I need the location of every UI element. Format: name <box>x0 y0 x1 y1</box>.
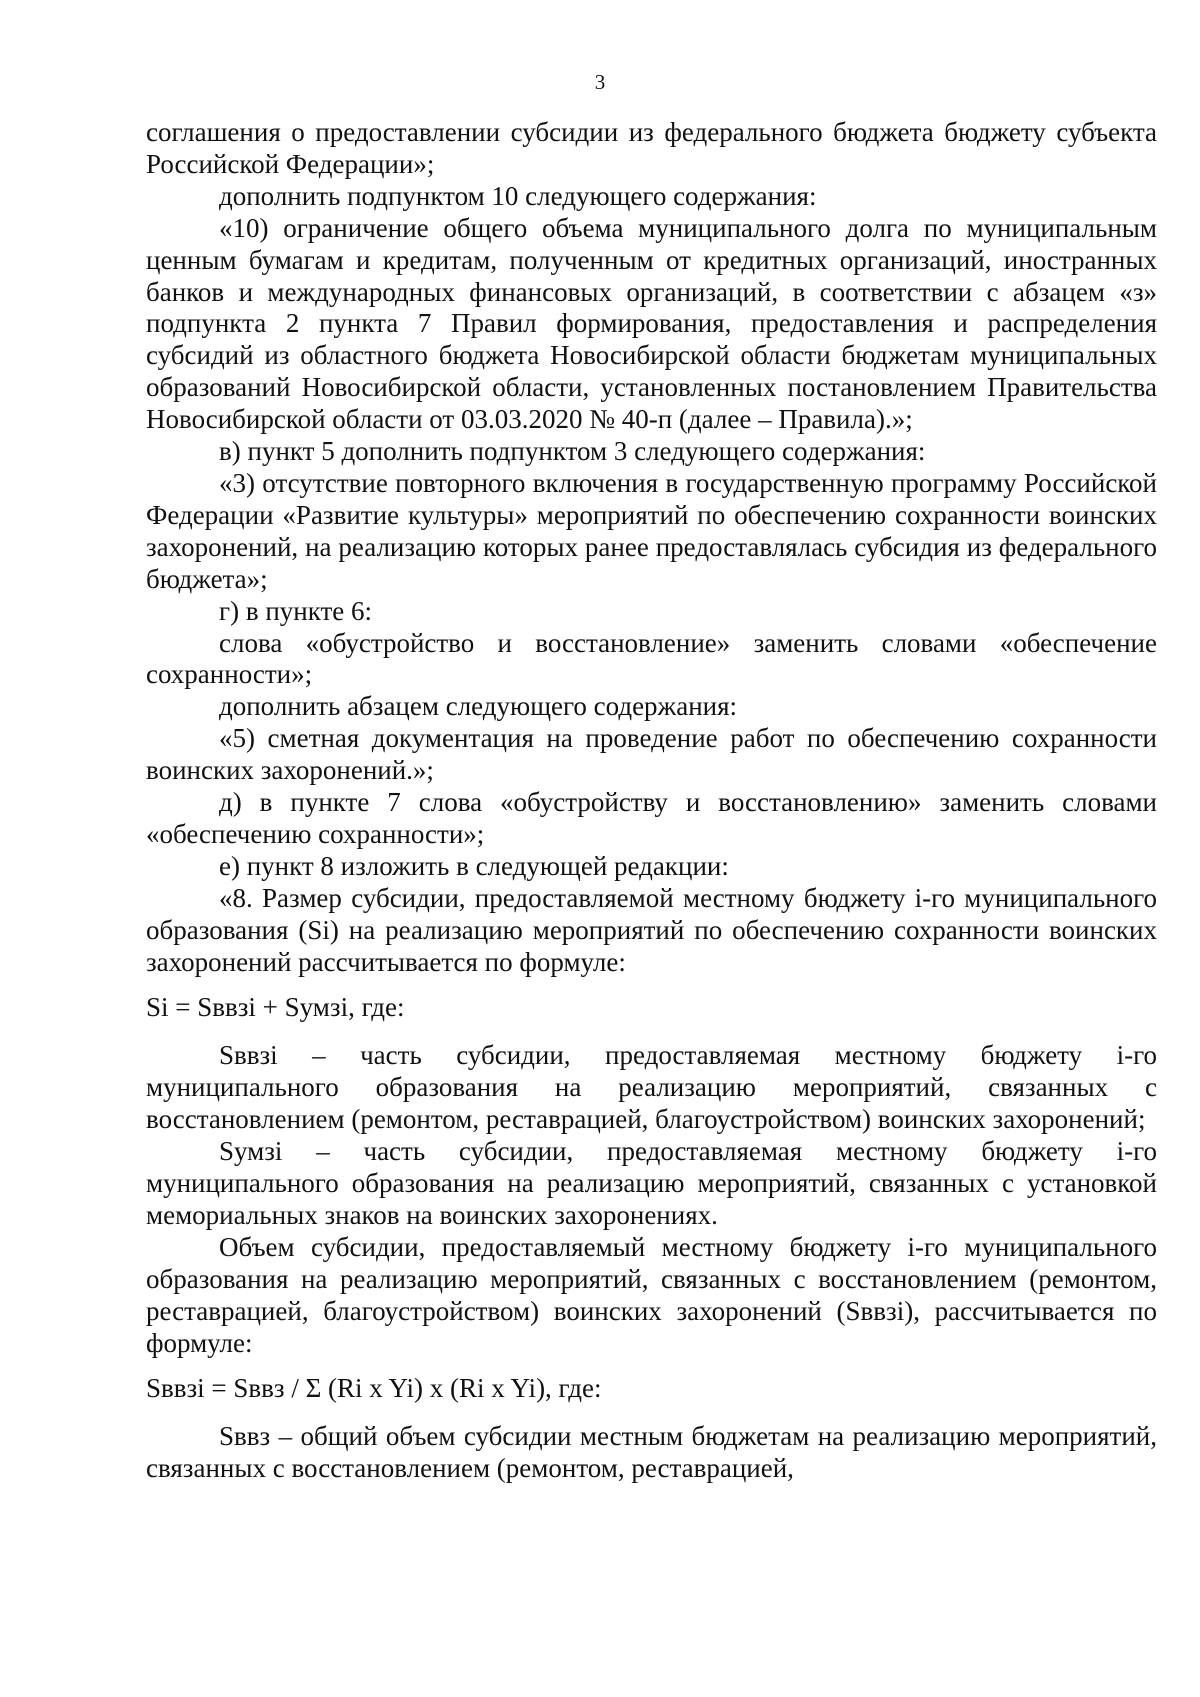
paragraph: д) в пункте 7 слова «обустройству и восстановлению» заменить словами «обеспечению сохранности»; <box>146 787 1157 849</box>
definition: Sумзi – часть субсидии, предоставляемая местному бюджету i-го муниципального образования на реализацию мероприятий, связанных с установкой мемориальных знаков на воинских захоронениях. <box>146 1136 1157 1230</box>
paragraph: «8. Размер субсидии, предоставляемой местному бюджету i-го муниципального образования (Si) на реализацию мероприятий по обеспечению сохранности воинских захоронений рассчитывается по формуле: <box>146 882 1157 977</box>
paragraph: г) в пункте 6: <box>219 595 373 626</box>
paragraph: дополнить абзацем следующего содержания: <box>219 691 738 722</box>
paragraph: е) пункт 8 изложить в следующей редакции: <box>219 850 729 881</box>
page-number: 3 <box>594 70 606 94</box>
definition: Sввзi – часть субсидии, предоставляемая местному бюджету i-го муниципального образования на реализацию мероприятий, связанных с восстановлением (ремонтом, реставрацией, благоустройством) воинских захоронений; <box>146 1040 1157 1135</box>
paragraph: «3) отсутствие повторного включения в государственную программу Российской Федерации «Развитие культуры» мероприятий по обеспечению сохранности воинских захоронений, на реализацию которых ранее предоставлялась субсидия из федерального бюджета»; <box>146 467 1157 594</box>
paragraph: в) пункт 5 дополнить подпунктом 3 следующего содержания: <box>219 436 926 467</box>
paragraph: соглашения о предоставлении субсидии из федерального бюджета бюджету субъекта Российской Федерации»; <box>146 117 1157 179</box>
paragraph: дополнить подпунктом 10 следующего содержания: <box>219 180 817 211</box>
paragraph: слова «обустройство и восстановление» заменить словами «обеспечение сохранности»; <box>146 627 1157 690</box>
paragraph: «5) сметная документация на проведение работ по обеспечению сохранности воинских захоронений.»; <box>146 723 1157 786</box>
formula-si: Si = Sввзi + Sумзi, где: <box>146 992 405 1023</box>
document-body <box>146 117 1157 1485</box>
paragraph: «10) ограничение общего объема муниципального долга по муниципальным ценным бумагам и кредитам, полученным от кредитных организаций, иностранных банков и международных финансовых организаций, в соответствии с абзацем «з» подпункта 2 пункта 7 Правил формирования, предоставления и распределения субсидий из областного бюджета Новосибирской области бюджетам муниципальных образований Новосибирской области, установленных постановлением Правительства Новосибирской области от 03.03.2020 № 40-п (далее – Правила).»; <box>146 212 1157 435</box>
formula-svvzi: Sввзi = Sввз / Σ (Ri x Yi) x (Ri x Yi), где: <box>146 1373 602 1404</box>
paragraph: Объем субсидии, предоставляемый местному бюджету i-го муниципального образования на реализацию мероприятий, связанных с восстановлением (ремонтом, реставрацией, благоустройством) воинских захоронений (Sввзi), рассчитывается по формуле: <box>146 1231 1157 1358</box>
definition: Sввз – общий объем субсидии местным бюджетам на реализацию мероприятий, связанных с восстановлением (ремонтом, реставрацией, <box>146 1421 1157 1484</box>
